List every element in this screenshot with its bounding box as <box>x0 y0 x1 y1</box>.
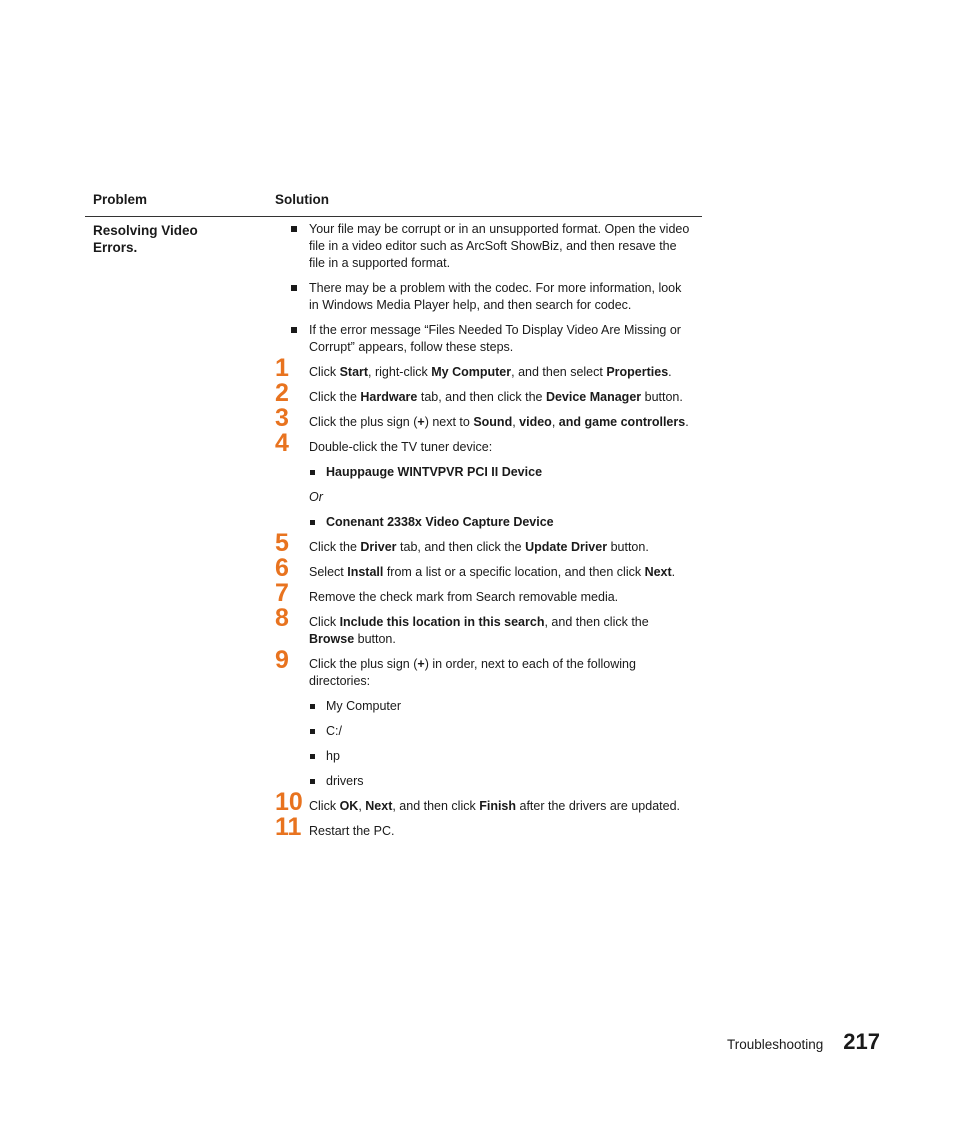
square-bullet-icon <box>310 470 315 475</box>
square-bullet-icon <box>291 285 297 291</box>
step-emphasis: video <box>519 415 552 429</box>
step-text: from a list or a specific location, and then click <box>383 565 645 579</box>
step-1 <box>275 354 690 382</box>
step-text: tab, and then click the <box>417 390 546 404</box>
header-divider <box>85 216 702 217</box>
step-text: Restart the PC. <box>309 824 395 838</box>
directory-item <box>278 773 690 790</box>
step-text: . <box>671 565 676 579</box>
square-bullet-icon <box>291 327 297 333</box>
step-10 <box>275 788 690 816</box>
square-bullet-icon <box>310 729 315 734</box>
step-text: , <box>551 415 559 429</box>
bullet-text: There may be a problem with the codec. For more information, look in Windows Media Player help, and then search for codec. <box>309 281 682 312</box>
solution-bullet <box>278 280 690 314</box>
step-emphasis: Sound <box>473 415 513 429</box>
step-number: 11 <box>275 813 302 841</box>
device-option <box>278 514 690 531</box>
step-emphasis: Finish <box>479 799 517 813</box>
step-text: after the drivers are updated. <box>516 799 681 813</box>
device-name: Hauppauge WINTVPVR PCI II Device <box>326 465 543 479</box>
step-emphasis: Update Driver <box>525 540 608 554</box>
step-text: , <box>358 799 366 813</box>
step-text: Select <box>309 565 348 579</box>
step-emphasis: OK <box>339 799 359 813</box>
step-number: 10 <box>275 788 303 816</box>
step-text: Click <box>309 615 340 629</box>
step-11 <box>275 813 690 841</box>
step-number: 1 <box>275 354 289 382</box>
step-emphasis: Include this location in this search <box>339 615 545 629</box>
step-text: Click the plus sign ( <box>309 657 418 671</box>
directory-name: hp <box>326 749 340 763</box>
square-bullet-icon <box>310 520 315 525</box>
step-text: ) in order, next to each of the following directories: <box>309 657 636 688</box>
directory-name: drivers <box>326 774 364 788</box>
step-8 <box>275 604 690 648</box>
solution-bullet <box>278 221 690 272</box>
step-text: . <box>668 365 672 379</box>
step-text: , <box>512 415 520 429</box>
step-emphasis: Next <box>365 799 393 813</box>
step-text: button. <box>607 540 649 554</box>
square-bullet-icon <box>310 704 315 709</box>
step-emphasis: Browse <box>309 632 355 646</box>
directory-name: C:/ <box>326 724 342 738</box>
step-number: 8 <box>275 604 289 632</box>
problem-column-header: Problem <box>93 192 148 207</box>
square-bullet-icon <box>291 226 297 232</box>
directory-name: My Computer <box>326 699 402 713</box>
solution-content <box>275 221 690 848</box>
step-text: Click <box>309 799 340 813</box>
step-text: ) next to <box>424 415 474 429</box>
page-number: 217 <box>843 1029 880 1054</box>
square-bullet-icon <box>310 779 315 784</box>
device-option <box>278 464 690 481</box>
step-emphasis: Properties <box>606 365 669 379</box>
step-4 <box>275 429 690 457</box>
step-5 <box>275 529 690 557</box>
step-text: , right-click <box>368 365 432 379</box>
device-name: Conenant 2338x Video Capture Device <box>326 515 554 529</box>
step-text: tab, and then click the <box>396 540 526 554</box>
step-text: , and then select <box>511 365 607 379</box>
step-text: Click <box>309 365 340 379</box>
step-emphasis: + <box>417 415 425 429</box>
step-9 <box>275 646 690 690</box>
step-emphasis: Install <box>347 565 384 579</box>
step-emphasis: Next <box>644 565 672 579</box>
bullet-text: Your file may be corrupt or in an unsupported format. Open the video file in a video editor such as ArcSoft ShowBiz, and then resave the file in a supported format. <box>309 222 690 270</box>
step-number: 7 <box>275 579 289 607</box>
step-emphasis: + <box>417 657 425 671</box>
step-number: 3 <box>275 404 289 432</box>
square-bullet-icon <box>310 754 315 759</box>
or-separator: Or <box>309 490 323 504</box>
step-text: button. <box>641 390 683 404</box>
step-number: 5 <box>275 529 289 557</box>
step-text: Double-click the TV tuner device: <box>309 440 493 454</box>
step-number: 2 <box>275 379 289 407</box>
step-7 <box>275 579 690 607</box>
step-text: button. <box>354 632 396 646</box>
step-3 <box>275 404 690 432</box>
page-footer <box>726 1029 880 1054</box>
step-2 <box>275 379 690 407</box>
step-emphasis: Device Manager <box>545 390 642 404</box>
step-text: Remove the check mark from Search removable media. <box>309 590 619 604</box>
step-text: , and then click <box>392 799 480 813</box>
directory-item <box>278 723 690 740</box>
section-name: Troubleshooting <box>726 1037 824 1052</box>
step-text: . <box>685 415 689 429</box>
step-emphasis: Start <box>339 365 369 379</box>
solution-bullet <box>278 322 690 356</box>
solution-column-header: Solution <box>275 192 329 207</box>
step-text: Click the <box>309 540 361 554</box>
step-number: 6 <box>275 554 289 582</box>
step-emphasis: Hardware <box>360 390 418 404</box>
step-text: Click the <box>309 390 361 404</box>
step-emphasis: My Computer <box>431 365 512 379</box>
step-6 <box>275 554 690 582</box>
step-number: 9 <box>275 646 289 674</box>
directory-item <box>278 698 690 715</box>
step-number: 4 <box>275 429 289 457</box>
bullet-text: If the error message “Files Needed To Display Video Are Missing or Corrupt” appears, follow these steps. <box>309 323 681 354</box>
step-emphasis: Driver <box>360 540 397 554</box>
step-emphasis: and game controllers <box>558 415 686 429</box>
directory-item <box>278 748 690 765</box>
step-text: Click the plus sign ( <box>309 415 418 429</box>
step-text: , and then click the <box>544 615 649 629</box>
problem-title: Resolving Video Errors. <box>93 223 198 255</box>
